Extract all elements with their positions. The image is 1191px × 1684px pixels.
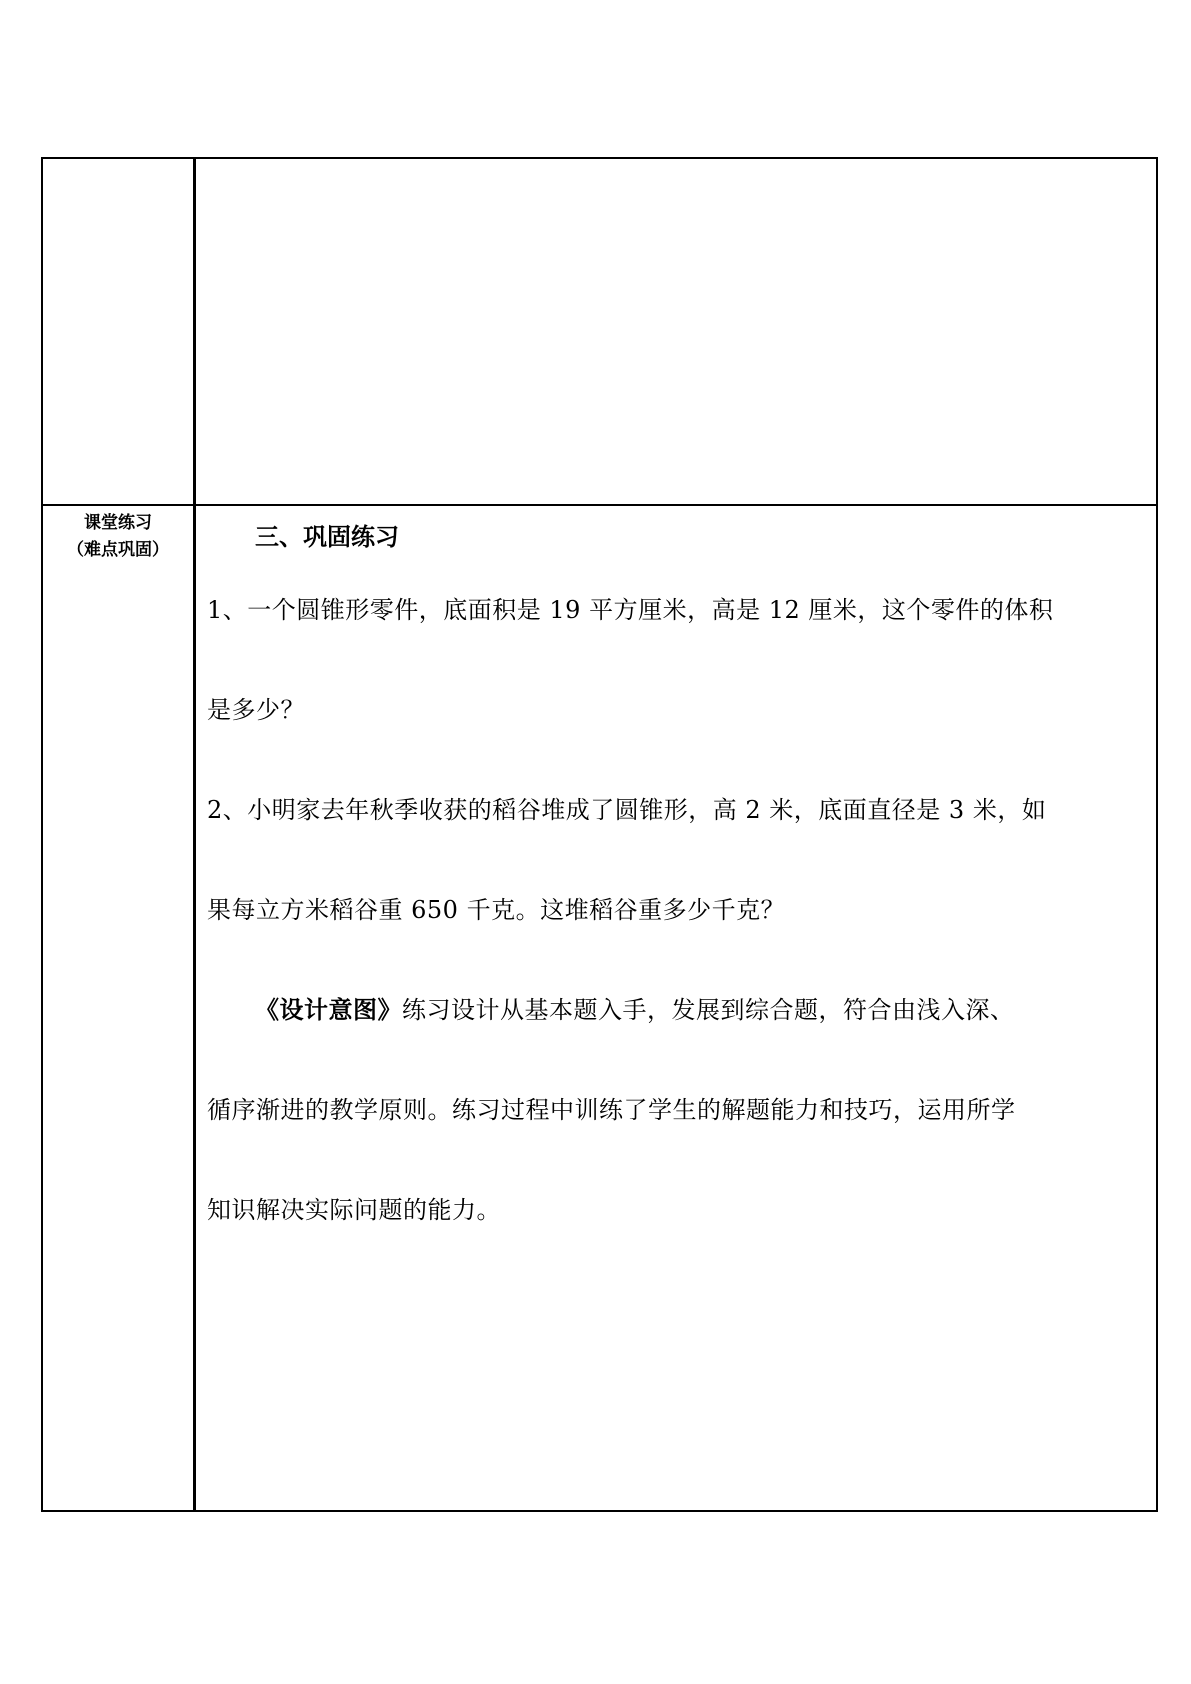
problem-1 <box>207 560 1149 760</box>
problem-2-line2: 果每立方米稻谷重 650 千克。这堆稻谷重多少千克？ <box>207 896 786 924</box>
problem-1-line2: 是多少？ <box>207 696 305 724</box>
design-intent-line3: 知识解决实际问题的能力。 <box>207 1196 501 1224</box>
column-divider <box>193 159 196 1510</box>
design-intent-label: 《设计意图》 <box>255 996 402 1024</box>
lesson-plan-table <box>41 157 1158 1512</box>
row-label-classroom-practice <box>43 510 193 564</box>
problem-1-line1: 1、一个圆锥形零件，底面积是 19 平方厘米，高是 12 厘米，这个零件的体积 <box>207 596 1054 624</box>
row-label-line1: 课堂练习 <box>84 513 152 533</box>
problem-2-line1: 2、小明家去年秋季收获的稻谷堆成了圆锥形，高 2 米，底面直径是 3 米，如 <box>207 796 1047 824</box>
design-intent-line2: 循序渐进的教学原则。练习过程中训练了学生的解题能力和技巧，运用所学 <box>207 1096 1016 1124</box>
section-heading: 三、巩固练习 <box>255 523 399 551</box>
design-intent-line1: 练习设计从基本题入手，发展到综合题，符合由浅入深、 <box>402 996 1015 1024</box>
practice-content <box>207 506 1149 1260</box>
row-label-line2: （难点巩固） <box>67 540 169 560</box>
design-intent <box>207 960 1149 1260</box>
problem-2 <box>207 760 1149 960</box>
